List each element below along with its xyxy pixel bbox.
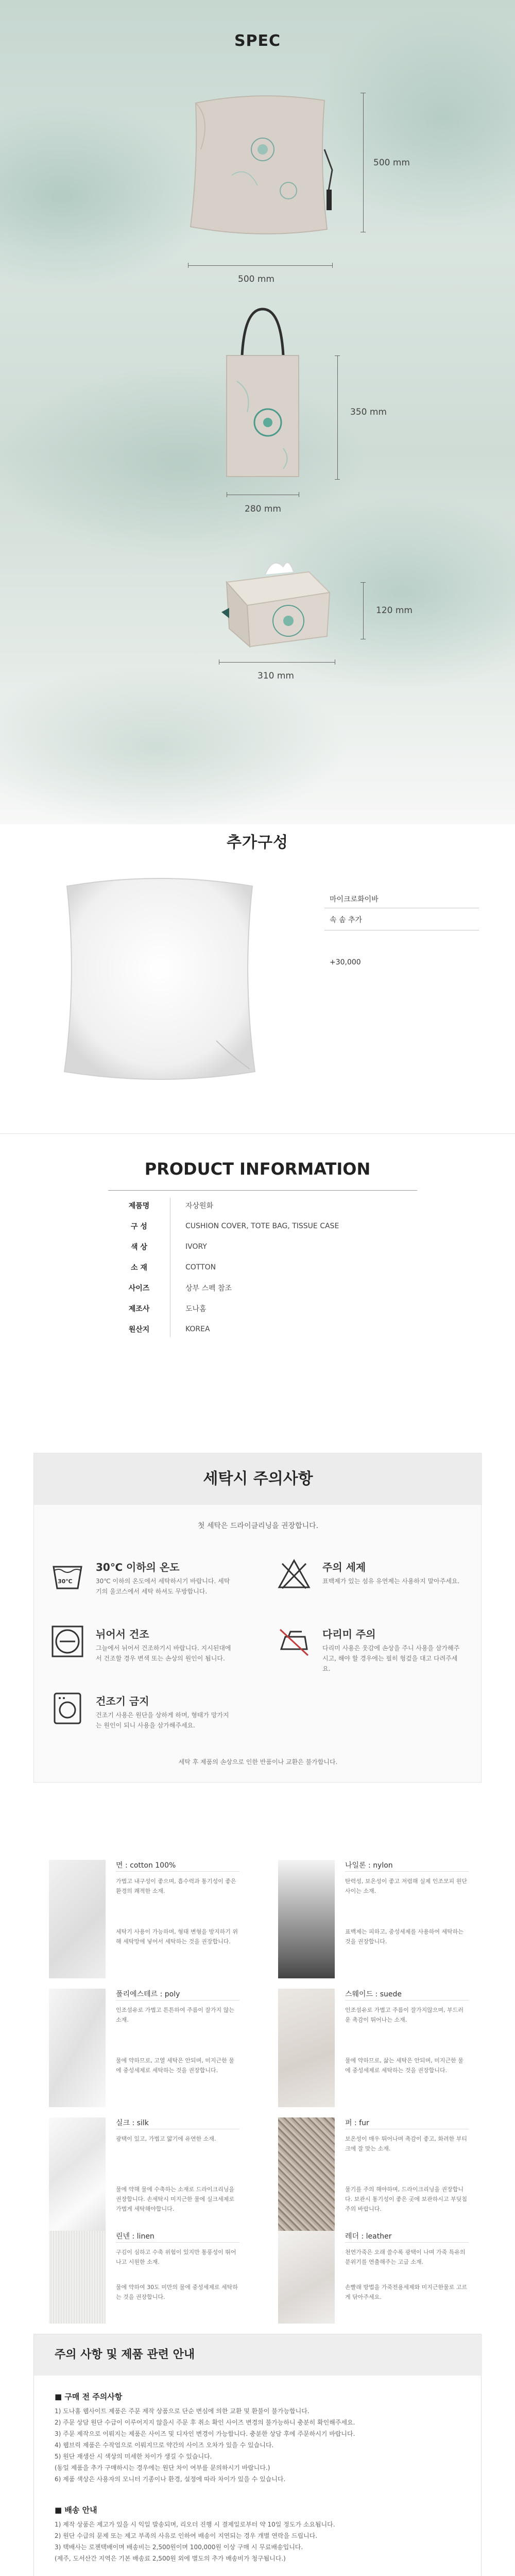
divider [345,2242,469,2243]
fabric-care: 물에 약하므로, 고열 세탁은 안되며, 미지근한 물에 중성세제로 세탁하는 것을 권장합니다. [116,2057,234,2074]
divider [116,2000,239,2001]
notice-line: 5) 원단 재생산 시 색상의 미세한 차이가 생길 수 있습니다. [55,2453,212,2460]
fabric-name: 린넨 : linen [116,2232,154,2241]
info-row [108,1236,417,1257]
info-row [108,1278,417,1298]
info-value: 상부 스펙 참조 [185,1284,232,1293]
tissue-width-line [219,662,335,663]
notice-line: 3) 주문 제작으로 이뤄지는 제품은 사이즈 및 디자인 변경이 가능합니다. 충분한 상담 후에 주문하시기 바랍니다. [55,2430,355,2437]
fabric-desc: 보온성이 매우 뛰어나며 촉감이 좋고, 화려한 부티크에 잘 맞는 소재. [345,2136,467,2152]
fabric-desc: 광택이 있고, 가볍고 얇기에 유연한 소재. [116,2136,216,2142]
info-label: 제조사 [128,1305,150,1313]
tick [335,479,340,480]
care-footer: 세탁 후 제품의 손상으로 인한 반품이나 교환은 불가합니다. [178,1758,338,1766]
cushion-height-label: 500 mm [373,158,410,168]
tick [332,263,333,268]
fabric-swatch [278,1989,335,2107]
fabric-care: 물에 약해 물에 수축하는 소재로 드라이크리닝을 권장합니다. 손세탁시 미지근한 물에 실크세제로 가볍게 세탁해야합니다. [116,2186,235,2212]
spec-title: SPEC [234,32,281,50]
info-label: 제품명 [128,1202,150,1210]
care-item-title: 주의 세제 [322,1561,366,1573]
notice-line: 1) 제작 상품은 제고가 있을 시 익일 발송되며, 리오더 진행 시 결제일로부터 약 10일 정도가 소요됩니다. [55,2521,335,2528]
notice-section-title: ■ 구매 전 주의사항 [55,2392,123,2401]
fabric-item [49,2117,239,2241]
care-item-title: 30℃ 이하의 온도 [96,1561,180,1573]
notice-line: (동일 제품을 추가 구매하시는 경우에는 원단 차이 여부를 문의하시기 바랍니다.) [55,2464,270,2471]
notice-section [33,2334,482,2576]
fabric-swatch [49,1860,106,1978]
care-item [276,1623,461,1675]
fabric-desc: 천연가죽은 오래 쓸수록 광택이 나며 가죽 특유의 분위기를 연출해주는 고급 소재. [345,2249,466,2265]
notice-line: 2) 원단 수급의 문제 또는 제고 부족의 사유로 인하여 배송이 지연되는 경우 개별 연락을 드립니다. [55,2532,318,2539]
spec-section [0,0,515,824]
extra-item-name: 마이크로화이바 [330,895,379,904]
divider [345,1871,469,1872]
no-bleach-icon [276,1556,312,1592]
info-value: 자상원화 [185,1202,214,1210]
fabric-swatch [49,1989,106,2107]
fabric-name: 폴리에스테르 : poly [116,1990,180,1998]
tissue-height-label: 120 mm [376,605,413,616]
fabric-desc: 인조섬유로 가볍고 튼튼하여 주름이 잘가지 않는 소재. [116,2007,235,2023]
care-section [33,1453,482,1783]
fabric-item [49,1860,239,1984]
tick [335,355,340,356]
info-row [108,1195,417,1216]
care-item [49,1556,235,1608]
fabric-swatch [278,2231,335,2324]
fabric-item [278,2117,469,2241]
tissue-width-label: 310 mm [258,671,294,681]
care-item-desc: 건조기 사용은 원단을 상하게 하며, 형태가 망가지는 원인이 되니 사용을 삼가해주세요. [96,1711,229,1729]
notice-line: (제주, 도서산간 지역은 기본 배송료 2,500원 외에 별도의 추가 배송비가 청구됩니다.) [55,2555,286,2562]
fabric-care: 물에 약하므로, 삶는 세탁은 안되며, 미지근한 물에 중성세제로 세탁하는 것을 권장합니다. [345,2057,464,2074]
divider [116,1871,239,1872]
fabric-name: 퍼 : fur [345,2119,369,2127]
care-item [49,1690,235,1742]
tick [360,582,366,583]
notice-line: 2) 주문 상담 원단 수급이 이루어지지 않을시 주문 후 취소 확인 사이즈 변경의 불가능하니 충분히 확인해주세요. [55,2419,355,2426]
care-item-title: 건조기 금지 [96,1695,149,1707]
fabric-name: 면 : cotton 100% [116,1861,176,1870]
fabric-care: 손빨래 방법을 가죽전용세제와 미지근한물로 고르게 닦아주세요. [345,2284,468,2300]
no-iron-icon [276,1623,312,1659]
fabric-desc: 탄력성, 보온성이 좋고 저렴해 실제 인조모피 원단 사이는 소재. [345,1878,467,1894]
info-value: COTTON [185,1263,216,1272]
cushion-width-label: 500 mm [238,274,274,284]
care-item [276,1556,461,1608]
wash-30-icon [49,1556,85,1592]
info-label: 색 상 [131,1243,147,1251]
fabric-item [278,1860,469,1984]
fabric-name: 나일론 : nylon [345,1861,393,1870]
info-label: 구 성 [131,1223,147,1231]
wash-temp-label: 30℃ [58,1578,73,1585]
fabric-item [278,1989,469,2112]
info-label: 원산지 [128,1326,150,1334]
extra-item-sub: 속 솜 추가 [330,916,362,924]
info-value: CUSHION COVER, TOTE BAG, TISSUE CASE [185,1222,339,1230]
divider [108,1190,417,1191]
extra-item-price: +30,000 [330,958,361,967]
tote-bag-image [206,304,319,484]
extra-title: 추가구성 [227,834,288,852]
care-item-desc: 30℃ 이하의 온도에서 세탁하시기 바랍니다. 세탁기의 울코스에서 세탁 하셔도 무방합니다. [96,1578,230,1595]
notice-line: 4) 웹브릭 제품은 수작업으로 이뤄지므로 약간의 사이즈 오차가 있을 수 있습니다. [55,2442,274,2449]
fabric-name: 레더 : leather [345,2232,392,2241]
info-label: 사이즈 [128,1284,150,1293]
tissue-height-line [363,582,364,639]
fabric-swatch [49,2231,106,2324]
notice-line: 1) 도나홈 웹사이트 제품은 주문 제작 상품으로 단순 변심에 의한 교환 및 환불이 불가능합니다. [55,2408,310,2415]
notice-line: 6) 제품 색상은 사용자의 모니터 기종이나 환경, 설정에 따라 차이가 있을 수 있습니다. [55,2476,286,2483]
info-row [108,1298,417,1319]
care-item-desc: 다리미 사용은 웃감에 손상을 주니 사용을 삼가해주시고, 해야 할 경우에는 필히 헝겊을 대고 다려주세요. [322,1645,460,1672]
dry-flat-icon [49,1623,85,1659]
bag-height-line [337,355,338,479]
info-value: KOREA [185,1325,210,1333]
care-item-desc: 표백제가 있는 섬유 유연제는 사용하지 말아주세요. [322,1578,460,1585]
info-title: PRODUCT INFORMATION [144,1159,371,1179]
fabric-desc: 인조섬유로 가볍고 주름이 잘가지않으며, 부드러운 촉감이 뛰어나는 소재. [345,2007,464,2023]
fabric-name: 실크 : silk [116,2119,149,2127]
info-label: 소 재 [131,1264,147,1272]
fabric-care: 세탁기 사용이 가능하며, 형태 변형을 방지하기 위해 세탁망에 넣어서 세탁하는 것을 권장합니다. [116,1928,238,1945]
divider [116,2242,239,2243]
fabric-care: 물기를 주의 해야하며, 드라이크리닝을 권장합니다. 보관시 통기성이 좋은 곳에 보관하시고 부딪침 주의 바랍니다. [345,2186,467,2212]
fabric-desc: 구김이 심하고 수축 위험이 있지만 통풍성이 뛰어나고 시원한 소재. [116,2249,236,2265]
fabric-swatch [278,2117,335,2236]
cushion-height-line [363,93,364,232]
cushion-width-line [188,265,332,266]
pillow-insert-image [46,871,273,1087]
fabric-desc: 가볍고 내구성이 좋으며, 흡수력과 통기성이 좋은 환경의 쾌적한 소재. [116,1878,236,1894]
fabric-item [49,1989,239,2112]
info-row [108,1216,417,1236]
fabric-care: 물에 약하여 30도 미만의 물에 중성세제로 세탁하는 것을 권장합니다. [116,2284,238,2300]
notice-section-title: ■ 배송 안내 [55,2505,97,2515]
info-row [108,1319,417,1340]
info-value: 도나홈 [185,1305,207,1313]
care-subtitle: 첫 세탁은 드라이클리닝을 권장합니다. [197,1522,319,1530]
cushion-image [180,88,345,242]
fabric-swatch [49,2117,106,2236]
care-item [49,1623,235,1675]
notice-title: 주의 사항 및 제품 관련 안내 [34,2334,482,2376]
fabric-care: 표백제는 피하고, 중성세제를 사용하여 세탁하는 것을 권장합니다. [345,1928,464,1945]
care-title: 세탁시 주의사항 [34,1453,482,1505]
fabric-name: 스웨이드 : suede [345,1990,402,1998]
divider [0,1133,515,1134]
care-item-desc: 그늘에서 뉘어서 건조하기시 바랍니다. 지시된대에서 건조할 경우 변색 또는 손상의 원인이 됩니다. [96,1645,231,1662]
bag-width-label: 280 mm [245,504,281,514]
care-item-title: 뉘어서 건조 [96,1628,149,1640]
divider [345,2000,469,2001]
care-item-title: 다리미 주의 [322,1628,376,1640]
tissue-case-image [206,546,340,649]
info-row [108,1257,417,1278]
info-value: IVORY [185,1243,207,1251]
bag-height-label: 350 mm [350,407,387,417]
notice-line: 3) 택배사는 로젠택배이며 배송비는 2,500원이며 100,000원 이상 구매 시 무료배송입니다. [55,2544,303,2551]
fabric-swatch [278,1860,335,1978]
no-tumble-dry-icon [49,1690,85,1726]
